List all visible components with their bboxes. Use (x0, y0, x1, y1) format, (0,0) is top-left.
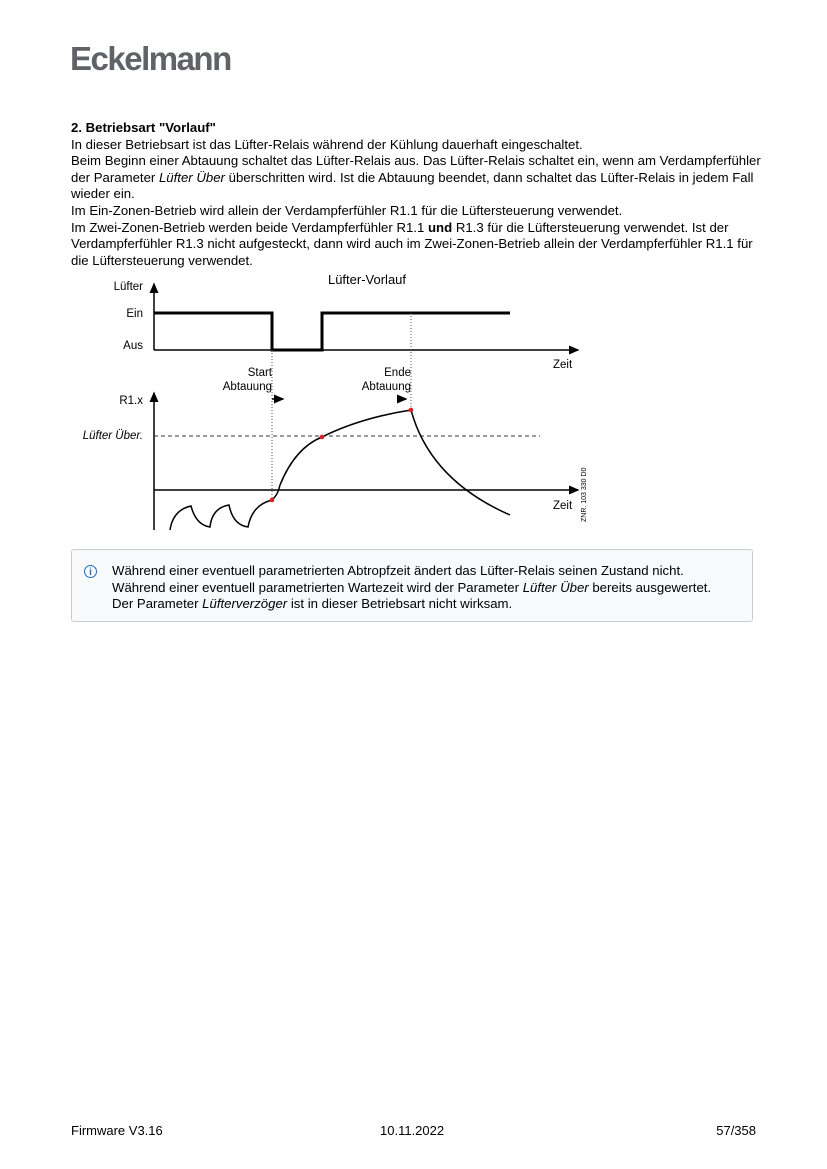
eckelmann-logo: Eckelmann (70, 40, 231, 77)
svg-text:Abtauung: Abtauung (222, 381, 272, 393)
temperature-curve (170, 410, 510, 530)
threshold-label: Lüfter Über. (82, 430, 143, 442)
drawing-number: ZNR. 103 330 D0 (581, 467, 588, 522)
info-box: i Während einer eventuell parametrierten Abtropfzeit ändert das Lüfter-Relais seinen Zustand nicht. Während einer eventuell parametrierten Wartezeit wird der Parameter Lüfter Über bereits ausgewertet. Der Parameter Lüfterverzöger ist in dieser Betriebsart nicht wirksam. (71, 549, 753, 622)
footer-page: 57/358 (716, 1123, 756, 1138)
paragraph: In dieser Betriebsart ist das Lüfter-Relais während der Kühlung dauerhaft eingeschaltet. (71, 136, 583, 152)
diagram-title: Lüfter-Vorlauf (327, 272, 407, 287)
relay-state-line (154, 313, 510, 350)
info-icon: i (84, 565, 97, 578)
paragraph: Im Ein-Zonen-Betrieb wird allein der Verdampferfühler R1.1 für die Lüftersteuerung verwendet. (71, 202, 623, 218)
axis-label-r1x: R1.x (119, 395, 143, 407)
svg-text:Ende: Ende (384, 367, 411, 379)
svg-text:Abtauung: Abtauung (361, 381, 411, 393)
paragraph: Im Zwei-Zonen-Betrieb werden beide Verdampferfühler R1.1 und R1.3 für die Lüftersteuerung verwendet. Ist der Verdampferfühler R1.3 nicht aufgesteckt, dann wird auch im Zwei-Zonen-Betrieb allein der Verdampferfühler R1.1 für die Lüftersteuerung verwendet. (71, 219, 753, 268)
footer-date: 10.11.2022 (380, 1123, 445, 1138)
fan-timing-diagram (0, 0, 827, 560)
level-on-label: Ein (126, 308, 143, 320)
level-off-label: Aus (123, 340, 143, 352)
paragraph: Beim Beginn einer Abtauung schaltet das Lüfter-Relais aus. Das Lüfter-Relais schaltet ein, wenn am Verdampferfühler der Parameter Lüfter Über überschritten wird. Ist die Abtauung beendet, dann schaltet das Lüfter-Relais in jedem Fall wieder ein. (71, 153, 761, 202)
svg-text:Start: Start (247, 367, 272, 379)
axis-label-fan: Lüfter (113, 281, 143, 293)
section-heading: 2. Betriebsart "Vorlauf" (71, 120, 216, 135)
footer-firmware: Firmware V3.16 (71, 1123, 163, 1138)
svg-text:Zeit: Zeit (553, 500, 573, 512)
time-label: Zeit (553, 359, 573, 371)
